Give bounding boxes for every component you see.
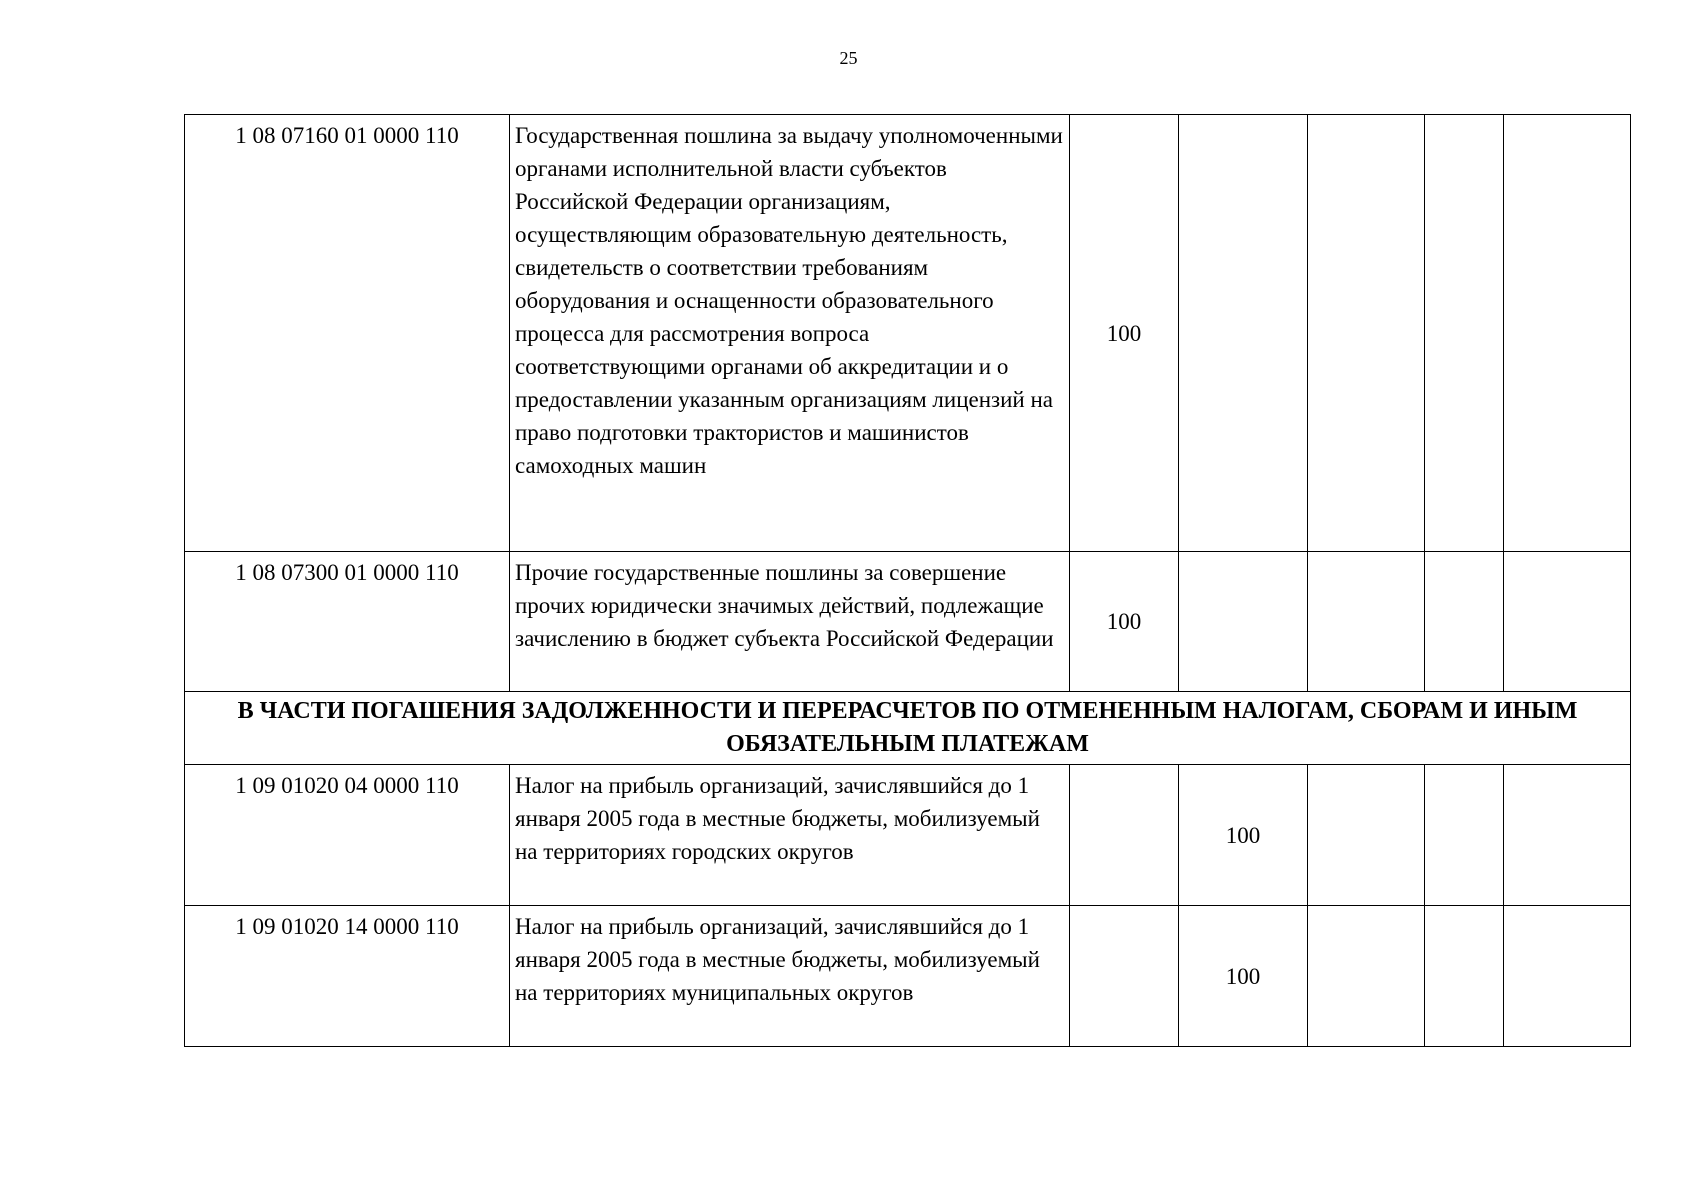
- budget-code-cell: 1 09 01020 14 0000 110: [185, 906, 510, 1047]
- empty-cell: [1425, 906, 1504, 1047]
- empty-cell: [1179, 552, 1308, 692]
- page-number: 25: [839, 48, 858, 68]
- empty-cell: [1308, 115, 1425, 552]
- budget-code-cell: 1 09 01020 04 0000 110: [185, 765, 510, 906]
- description-cell: Налог на прибыль организаций, зачислявшийся до 1 января 2005 года в местные бюджеты, мобилизуемый на территориях муниципальных округов: [510, 906, 1070, 1047]
- revenue-distribution-table: [184, 114, 1631, 1047]
- empty-cell: [1425, 765, 1504, 906]
- table-row: [185, 765, 1631, 906]
- table-row: [185, 906, 1631, 1047]
- empty-cell: [1504, 906, 1631, 1047]
- value-cell: 100: [1070, 115, 1179, 552]
- empty-cell: [1308, 906, 1425, 1047]
- empty-cell: [1504, 115, 1631, 552]
- empty-cell: [1308, 765, 1425, 906]
- table-row: [185, 552, 1631, 692]
- empty-cell: [1070, 765, 1179, 906]
- value-cell: 100: [1179, 765, 1308, 906]
- description-cell: Прочие государственные пошлины за совершение прочих юридически значимых действий, подлежащие зачислению в бюджет субъекта Российской Федерации: [510, 552, 1070, 692]
- empty-cell: [1308, 552, 1425, 692]
- section-heading: В ЧАСТИ ПОГАШЕНИЯ ЗАДОЛЖЕННОСТИ И ПЕРЕРАСЧЕТОВ ПО ОТМЕНЕННЫМ НАЛОГАМ, СБОРАМ И ИНЫМ ОБЯЗАТЕЛЬНЫМ ПЛАТЕЖАМ: [185, 692, 1631, 765]
- description-cell: Государственная пошлина за выдачу уполномоченными органами исполнительной власти субъектов Российской Федерации организациям, осуществляющим образовательную деятельность, свидетельств о соответствии требованиям оборудования и оснащенности образовательного процесса для рассмотрения вопроса соответствующими органами об аккредитации и о предоставлении указанным организациям лицензий на право подготовки трактористов и машинистов самоходных машин: [510, 115, 1070, 552]
- table-row: [185, 115, 1631, 552]
- empty-cell: [1504, 765, 1631, 906]
- description-cell: Налог на прибыль организаций, зачислявшийся до 1 января 2005 года в местные бюджеты, мобилизуемый на территориях городских округов: [510, 765, 1070, 906]
- budget-code-cell: 1 08 07300 01 0000 110: [185, 552, 510, 692]
- empty-cell: [1504, 552, 1631, 692]
- empty-cell: [1425, 552, 1504, 692]
- empty-cell: [1425, 115, 1504, 552]
- value-cell: 100: [1179, 906, 1308, 1047]
- value-cell: 100: [1070, 552, 1179, 692]
- empty-cell: [1070, 906, 1179, 1047]
- section-header-row: [185, 692, 1631, 765]
- empty-cell: [1179, 115, 1308, 552]
- budget-code-cell: 1 08 07160 01 0000 110: [185, 115, 510, 552]
